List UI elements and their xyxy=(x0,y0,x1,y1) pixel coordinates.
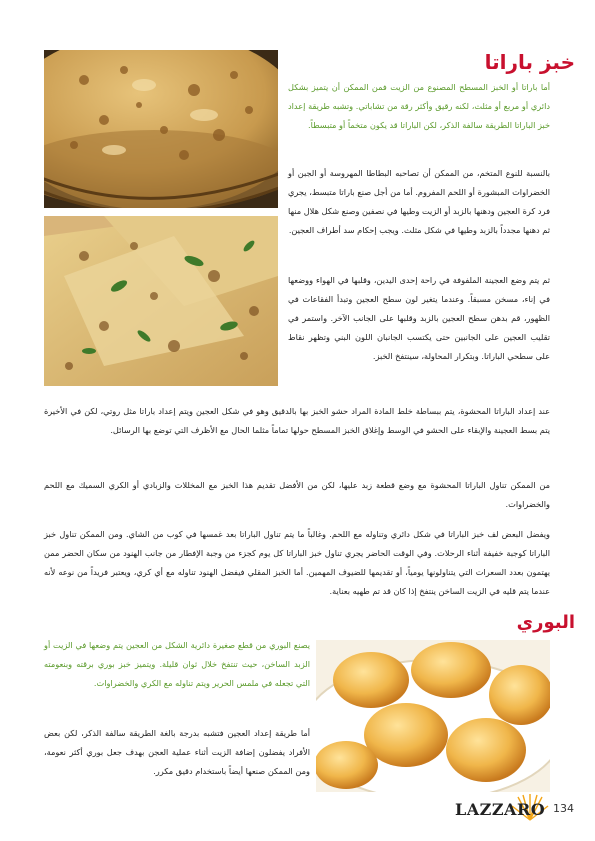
paragraph-paratha-cooking: ثم يتم وضع العجينة الملفوفة في راحة إحدى اليدين، وقلبها في الهواء ووضعها في إناء، مسخن مسبقاً. وعندما يتغير لون سطح العجين وتبدأ الفقاعات في الظهور، قم بدهن سطح العجين بالزبد وقلبها على الجانب الآخر. واستمر في تقليب العجين على الجانبين حتى يكتسب الجانبان اللون البني وتظهر نقاط على سطحي الباراتا. وبتكرار المحاولة، سينتفخ الخبز. xyxy=(288,275,550,361)
page-number: 134 xyxy=(553,802,574,815)
intro-paragraph-puri: يصنع البوري من قطع صغيرة دائرية الشكل من العجين يتم وضعها في الزيت أو الزبد الساخن، حيث تنتفخ خلال ثوان قليلة. ويتميز خبز بوري برقته وبنعومته التي تجعله في ملمس الحرير ويتم تناوله مع الكري والخضراوات. xyxy=(44,640,310,688)
paragraph-puri-dough: أما طريقة إعداد العجين فتشبه بدرجة بالغة الطريقة سالفة الذكر، لكن بعض الأفراد يفضلون إضافة الزيت أثناء عملية العجن بهدف جعل بوري أكثر نعومة، ومن الممكن صنعها أيضاً باستخدام دقيق مكرر. xyxy=(44,728,310,776)
brand-name: LAZZARO xyxy=(455,800,546,819)
paragraph-paratha-eating: ويفضل البعض لف خبز الباراتا في شكل دائري وتناوله مع اللحم. وغالباً ما يتم تناول الباراتا بعد غمسها في كوب من الشاي. ومن الممكن تناول خبز الباراتا كوجبة خفيفة أثناء الرحلات. وفي الوقت الحاضر يجري تناول خبز الباراتا كل يوم كجزء من وجبة الإفطار من جانب الهنود من سكان الحضر ممن يهتمون بعدد السعرات التي يتناولونها يومياً، أو تقديمها للضيوف المهمين. أما الخبز المقلي فيفضل الهنود تناوله مع أي كري، ويعتبر فريداً من نوعه لأنه عندما يتم قليه في الزيت الساخن ينتفخ إذا كان قد تم طهيه بعناية. xyxy=(44,529,550,596)
intro-paragraph-paratha: أما باراتا أو الخبز المسطح المصنوع من الزيت فمن الممكن أن يتميز بشكل دائري أو مربع أو مثلث، لكنه رقيق وأكثر رقة من تشاباتي. وتشبه طريقة إعداد خبز الباراتا الطريقة سالفة الذكر، لكن الباراتا قد يكون متخماً أو متبسطاً. xyxy=(288,82,550,130)
section-title-puri: البوري xyxy=(516,612,575,633)
puri-photo xyxy=(316,640,550,792)
paragraph-stuffed-paratha: عند إعداد الباراتا المحشوة، يتم ببساطة خلط المادة المراد حشو الخبز بها بالدقيق وهو في شكل العجين ويتم إعداد باراتا مثل روتي، لكن في الأخيرة يتم بسط العجينة والإبقاء على الحشو في الوسط وإغلاق الخبز المسطح حولها تماماً مثلما الحال مع الأظرف التي توضع بها الرسائل. xyxy=(44,406,550,435)
paragraph-paratha-types: بالنسبة للنوع المتخم، من الممكن أن تصاحبه البطاطا المهروسة أو الجبن أو الخضراوات المبشورة أو اللحم المفروم. أما من أجل صنع باراتا متبسط، يجري فرد كرة العجين ودهنها بالزبد أو الزيت وطيها في نصفين وصنع شكل هلال منها ثم دهنها مجدداً بالزبد وطيها في شكل مثلث. ويجب إحكام سد أطراف العجين. xyxy=(288,168,550,235)
stuffed-paratha-photo xyxy=(44,216,278,386)
section-title-paratha: خبز باراتا xyxy=(484,50,575,74)
paragraph-paratha-serving: من الممكن تناول الباراتا المحشوة مع وضع قطعة زبد عليها، لكن من الأفضل تقديم هذا الخبز مع المخللات والزبادي أو الكري السميك مع اللحم والخضراوات. xyxy=(44,480,550,509)
paratha-stack-photo xyxy=(44,50,278,208)
brand-logo xyxy=(455,792,550,822)
